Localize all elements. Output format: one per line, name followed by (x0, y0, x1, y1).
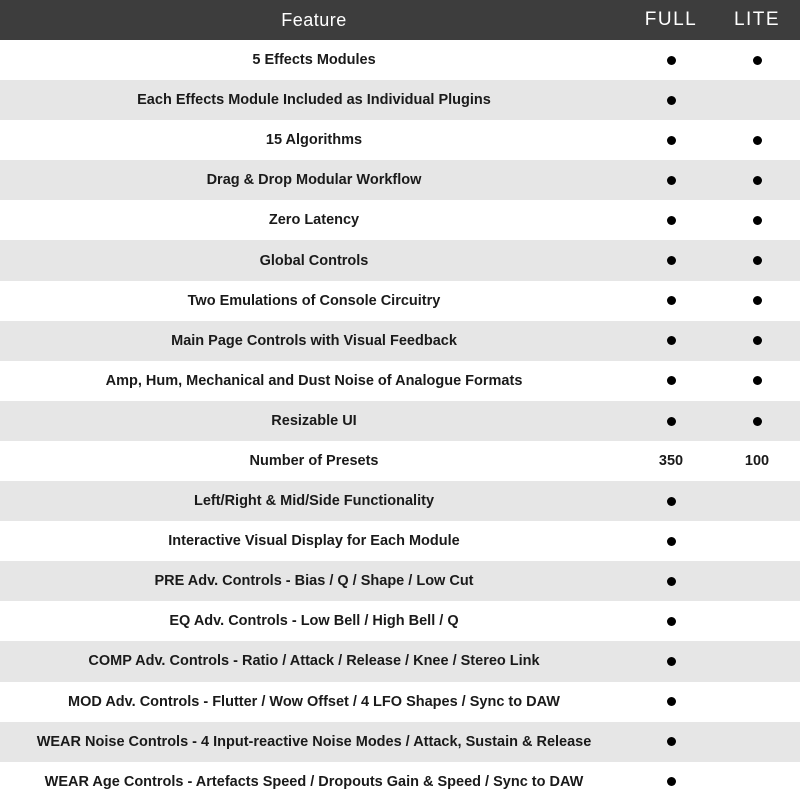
included-dot-icon (753, 256, 762, 265)
feature-name: Amp, Hum, Mechanical and Dust Noise of Analogue Formats (105, 372, 523, 389)
full-cell (628, 333, 714, 349)
full-cell (628, 613, 714, 629)
table-row (0, 481, 800, 521)
feature-name: 15 Algorithms (265, 132, 363, 149)
lite-cell (714, 413, 800, 429)
full-cell (628, 52, 714, 68)
included-dot-icon (667, 296, 676, 305)
full-cell (628, 132, 714, 148)
included-dot-icon (753, 216, 762, 225)
table-row (0, 120, 800, 160)
lite-cell (714, 253, 800, 269)
included-dot-icon (667, 737, 676, 746)
feature-name: COMP Adv. Controls - Ratio / Attack / Release / Knee / Stereo Link (88, 653, 540, 670)
feature-name: Zero Latency (268, 212, 360, 229)
full-cell (628, 373, 714, 389)
lite-cell (714, 52, 800, 68)
table-row (0, 641, 800, 681)
table-row (0, 321, 800, 361)
included-dot-icon (667, 216, 676, 225)
full-cell (628, 573, 714, 589)
included-dot-icon (667, 136, 676, 145)
included-dot-icon (753, 336, 762, 345)
feature-name: Interactive Visual Display for Each Module (168, 533, 460, 550)
feature-name: 5 Effects Modules (252, 52, 376, 69)
feature-name: PRE Adv. Controls - Bias / Q / Shape / Low Cut (154, 573, 474, 590)
full-value: 350 (658, 452, 684, 469)
table-row (0, 521, 800, 561)
full-cell (628, 212, 714, 228)
feature-name: Left/Right & Mid/Side Functionality (193, 493, 435, 510)
feature-name: Number of Presets (249, 452, 379, 469)
included-dot-icon (667, 497, 676, 506)
feature-name: WEAR Age Controls - Artefacts Speed / Dropouts Gain & Speed / Sync to DAW (44, 773, 584, 790)
included-dot-icon (667, 256, 676, 265)
feature-name: WEAR Noise Controls - 4 Input-reactive Noise Modes / Attack, Sustain & Release (36, 733, 592, 750)
included-dot-icon (667, 176, 676, 185)
table-row (0, 561, 800, 601)
lite-cell (714, 212, 800, 228)
included-dot-icon (753, 417, 762, 426)
included-dot-icon (753, 56, 762, 65)
included-dot-icon (667, 697, 676, 706)
table-row (0, 281, 800, 321)
included-dot-icon (667, 336, 676, 345)
full-cell (628, 493, 714, 509)
table-row (0, 200, 800, 240)
full-cell (628, 453, 714, 469)
header-full: FULL (644, 9, 698, 30)
included-dot-icon (667, 657, 676, 666)
feature-name: Each Effects Module Included as Individual Plugins (137, 92, 491, 109)
included-dot-icon (667, 617, 676, 626)
full-cell (628, 653, 714, 669)
header-lite: LITE (733, 9, 781, 30)
table-row (0, 240, 800, 280)
table-row (0, 722, 800, 762)
feature-name: Drag & Drop Modular Workflow (206, 172, 422, 189)
table-row (0, 361, 800, 401)
table-row (0, 401, 800, 441)
table-row (0, 80, 800, 120)
included-dot-icon (667, 537, 676, 546)
included-dot-icon (667, 777, 676, 786)
table-row (0, 682, 800, 722)
table-row (0, 441, 800, 481)
full-cell (628, 172, 714, 188)
feature-name: MOD Adv. Controls - Flutter / Wow Offset / 4 LFO Shapes / Sync to DAW (68, 693, 560, 710)
included-dot-icon (667, 96, 676, 105)
table-row (0, 40, 800, 80)
feature-name: Main Page Controls with Visual Feedback (171, 332, 457, 349)
lite-cell (714, 333, 800, 349)
table-row (0, 762, 800, 800)
full-cell (628, 293, 714, 309)
included-dot-icon (753, 296, 762, 305)
full-cell (628, 92, 714, 108)
table-row (0, 160, 800, 200)
table-row (0, 601, 800, 641)
lite-cell (714, 453, 800, 469)
included-dot-icon (667, 56, 676, 65)
table-header (0, 0, 800, 40)
full-cell (628, 413, 714, 429)
full-cell (628, 533, 714, 549)
included-dot-icon (667, 417, 676, 426)
lite-cell (714, 293, 800, 309)
full-cell (628, 694, 714, 710)
full-cell (628, 253, 714, 269)
included-dot-icon (667, 376, 676, 385)
lite-cell (714, 373, 800, 389)
feature-name: Global Controls (259, 252, 369, 269)
feature-name: Resizable UI (271, 412, 357, 429)
feature-name: EQ Adv. Controls - Low Bell / High Bell / Q (169, 613, 459, 630)
included-dot-icon (753, 136, 762, 145)
table-body (0, 40, 800, 800)
lite-cell (714, 132, 800, 148)
lite-value: 100 (744, 452, 770, 469)
included-dot-icon (667, 577, 676, 586)
included-dot-icon (753, 176, 762, 185)
feature-name: Two Emulations of Console Circuitry (187, 292, 441, 309)
full-cell (628, 734, 714, 750)
lite-cell (714, 172, 800, 188)
full-cell (628, 774, 714, 790)
header-feature: Feature (281, 9, 347, 30)
included-dot-icon (753, 376, 762, 385)
